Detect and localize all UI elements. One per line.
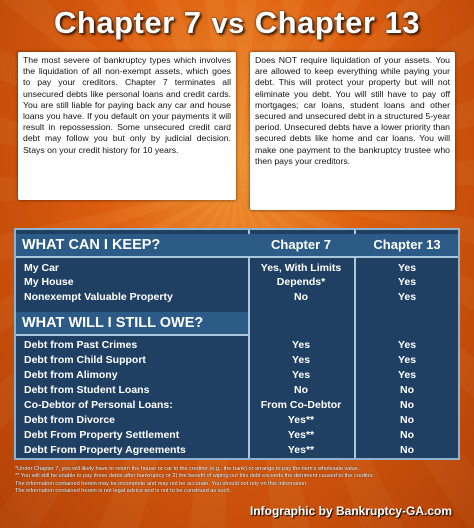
page-title bbox=[0, 2, 474, 44]
column-header-chapter13: Chapter 13 bbox=[373, 237, 441, 252]
footnote: The information contained herein is not legal advice and is not to be construed as such. bbox=[15, 487, 232, 494]
row-label: My House bbox=[24, 276, 74, 288]
table-row bbox=[16, 414, 458, 427]
chapter13-description: Does NOT require liquidation of your assets. You are allowed to keep everything while paying your debt. This will protect your property but will not eliminate you debt. You will still have to pay off mortgages; car loans, student loans and other secured and unsecured debt in a structured 5-year period. Unsecured debts have a lower priority than secured debts like home and car loans. You will make one payment to the bankruptcy trustee who then pays your creditors. bbox=[250, 52, 455, 210]
row-label: Debt from Child Support bbox=[24, 354, 146, 366]
keep-header-label: WHAT CAN I KEEP? bbox=[22, 237, 161, 253]
title-vs: vs bbox=[211, 8, 245, 40]
row-chapter13-value: No bbox=[400, 429, 414, 441]
title-chapter13: Chapter 13 bbox=[254, 5, 420, 40]
table-row bbox=[16, 429, 458, 442]
footnote: *Under Chapter 7, you will likely have to return the house or car to the creditor (e.g., the bank) or arrange to pay the item's wholesale value. bbox=[15, 466, 360, 472]
table-row bbox=[16, 354, 458, 367]
table-row bbox=[16, 291, 458, 304]
chapter7-description: The most severe of bankruptcy types which involves the liquidation of all non-exempt assets, which goes to pay your creditors. Chapter 7 terminates all unsecured debts like personal loans and credit cards. You are still liable for paying back any car and house loans you have. If you default on your payments it will result in repossession. Some unsecured credit card debt may follow you but only by judicial decision. Stays on your credit history for 10 years. bbox=[18, 52, 236, 200]
row-chapter13-value: No bbox=[400, 384, 414, 396]
footnotes bbox=[15, 466, 460, 495]
row-chapter7-value: Yes, With Limits bbox=[260, 262, 342, 274]
row-chapter7-value: Yes** bbox=[287, 444, 315, 456]
row-label: Debt from Alimony bbox=[24, 369, 118, 381]
row-chapter7-value: From Co-Debtor bbox=[260, 399, 342, 411]
row-chapter13-value: No bbox=[400, 399, 414, 411]
table-row bbox=[16, 384, 458, 397]
row-chapter13-value: Yes bbox=[397, 339, 417, 351]
table-row bbox=[16, 339, 458, 352]
row-label: Debt from Past Crimes bbox=[24, 339, 138, 351]
column-header-chapter7: Chapter 7 bbox=[271, 237, 331, 252]
row-chapter13-value: No bbox=[400, 414, 414, 426]
infographic-credit: Infographic by Bankruptcy-GA.com bbox=[249, 504, 452, 518]
footnote: ** You will still be unable to pay these debts after bankruptcy or 2) the benefit of wiping out this debt exceeds the detriment caused to the creditor. bbox=[15, 473, 374, 480]
row-label: My Car bbox=[24, 262, 60, 274]
keep-section-header bbox=[16, 234, 458, 258]
owe-header-label: WHAT WILL I STILL OWE? bbox=[22, 315, 204, 331]
table-row bbox=[16, 262, 458, 275]
row-chapter7-value: Yes bbox=[291, 354, 311, 366]
row-chapter7-value: Depends* bbox=[276, 276, 326, 288]
row-chapter13-value: Yes bbox=[397, 262, 417, 274]
table-row bbox=[16, 444, 458, 457]
row-chapter7-value: Yes bbox=[291, 369, 311, 381]
row-chapter13-value: Yes bbox=[397, 369, 417, 381]
row-label: Co-Debtor of Personal Loans: bbox=[24, 399, 173, 411]
row-chapter7-value: Yes** bbox=[287, 429, 315, 441]
row-label: Nonexempt Valuable Property bbox=[24, 291, 173, 303]
row-chapter13-value: Yes bbox=[397, 276, 417, 288]
title-chapter7: Chapter 7 bbox=[54, 5, 202, 40]
row-chapter13-value: Yes bbox=[397, 291, 417, 303]
footnote: The information contained herein may be incomplete and may not be accurate. You should not rely on this information. bbox=[15, 480, 308, 487]
row-label: Debt From Property Agreements bbox=[24, 444, 186, 456]
row-chapter7-value: No bbox=[294, 384, 308, 396]
row-chapter7-value: Yes bbox=[291, 339, 311, 351]
row-chapter13-value: Yes bbox=[397, 354, 417, 366]
row-label: Debt from Student Loans bbox=[24, 384, 150, 396]
comparison-table bbox=[14, 228, 460, 460]
row-label: Debt from Divorce bbox=[24, 414, 116, 426]
table-row bbox=[16, 399, 458, 412]
row-chapter7-value: Yes** bbox=[287, 414, 315, 426]
row-chapter13-value: No bbox=[400, 444, 414, 456]
row-chapter7-value: No bbox=[294, 291, 308, 303]
row-label: Debt From Property Settlement bbox=[24, 429, 180, 441]
table-row bbox=[16, 276, 458, 289]
owe-section-header bbox=[16, 312, 248, 336]
table-row bbox=[16, 369, 458, 382]
